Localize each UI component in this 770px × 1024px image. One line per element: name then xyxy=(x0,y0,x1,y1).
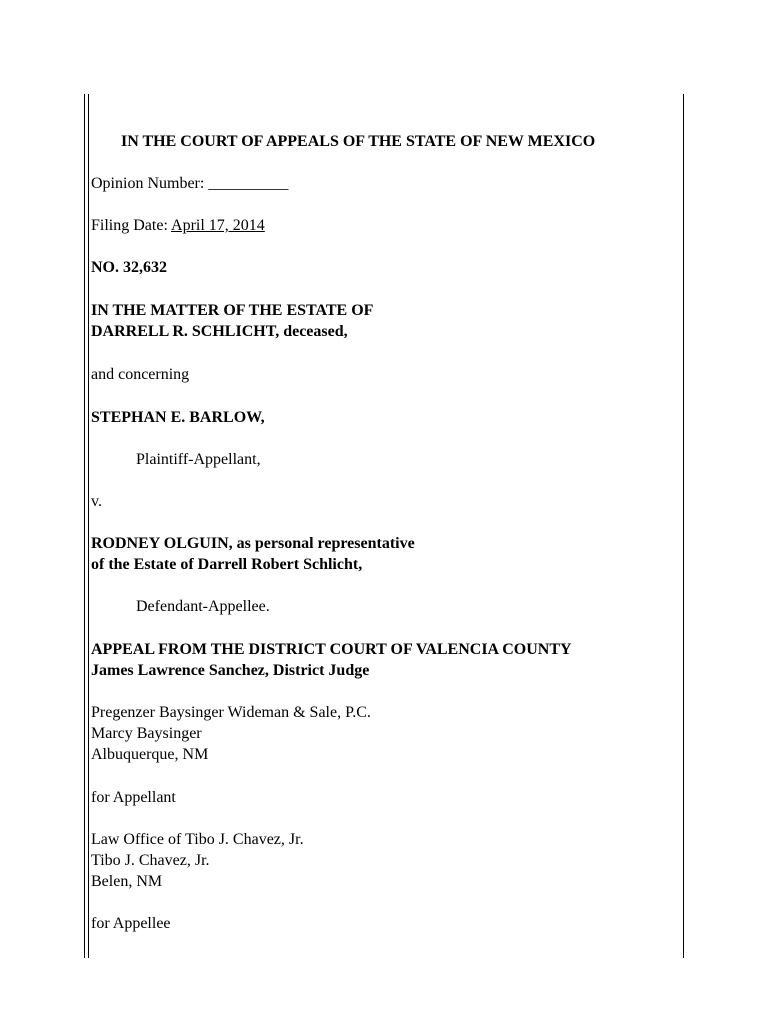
appellant-attorney: Marcy Baysinger xyxy=(91,725,202,742)
for-appellee: for Appellee xyxy=(91,915,171,932)
defendant-role: Defendant-Appellee. xyxy=(136,598,270,615)
opinion-number xyxy=(91,174,288,194)
appellant-city: Albuquerque, NM xyxy=(91,746,209,763)
opinion-number-label: Opinion Number: xyxy=(91,175,205,192)
appellant-firm: Pregenzer Baysinger Wideman & Sale, P.C. xyxy=(91,704,371,721)
versus-text: v. xyxy=(91,493,102,510)
for-appellant: for Appellant xyxy=(91,789,176,806)
appellee-attorney: Tibo J. Chavez, Jr. xyxy=(91,852,210,869)
filing-date-value: April 17, 2014 xyxy=(171,217,265,234)
appellee-city: Belen, NM xyxy=(91,873,163,890)
opinion-number-value: __________ xyxy=(208,175,289,192)
left-margin-rule-outer xyxy=(84,94,85,958)
appeal-line-1: APPEAL FROM THE DISTRICT COURT OF VALENCIA COUNTY xyxy=(91,641,572,658)
defendant-line-2: of the Estate of Darrell Robert Schlicht, xyxy=(91,556,363,573)
left-margin-rule-inner xyxy=(88,94,89,958)
court-heading: IN THE COURT OF APPEALS OF THE STATE OF NEW MEXICO xyxy=(121,133,596,150)
defendant-line-1: RODNEY OLGUIN, as personal representative xyxy=(91,535,415,552)
matter-line-2: DARRELL R. SCHLICHT, deceased, xyxy=(91,323,348,340)
concerning-text: and concerning xyxy=(91,366,190,383)
appellee-firm: Law Office of Tibo J. Chavez, Jr. xyxy=(91,831,304,848)
plaintiff-name: STEPHAN E. BARLOW, xyxy=(91,409,265,426)
right-margin-rule xyxy=(683,94,684,958)
filing-date xyxy=(91,216,265,236)
case-number: NO. 32,632 xyxy=(91,259,167,276)
matter-line-1: IN THE MATTER OF THE ESTATE OF xyxy=(91,302,374,319)
filing-date-label: Filing Date: xyxy=(91,217,168,234)
appeal-judge: James Lawrence Sanchez, District Judge xyxy=(91,662,370,679)
plaintiff-role: Plaintiff-Appellant, xyxy=(136,451,261,468)
